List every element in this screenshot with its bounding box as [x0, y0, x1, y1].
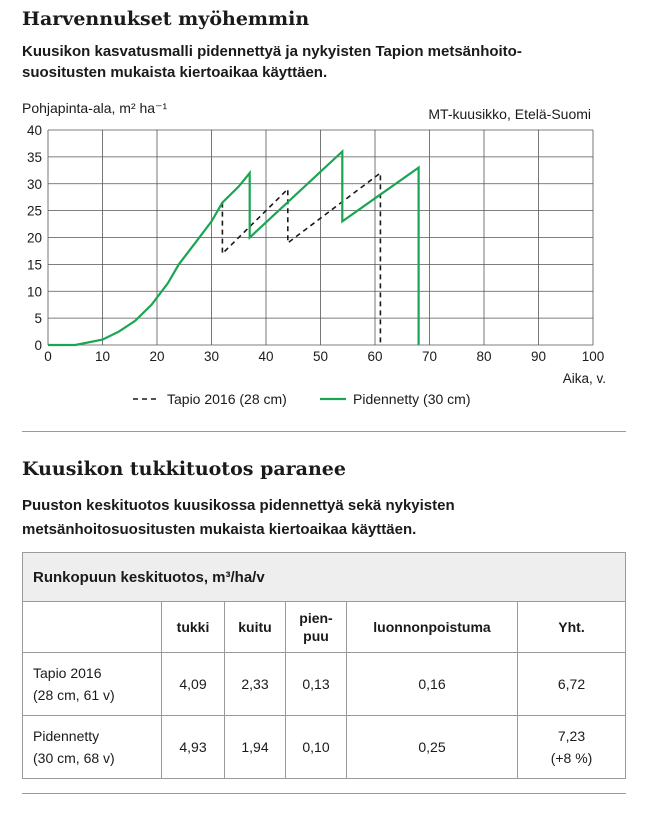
x-tick-label: 60 [367, 349, 383, 364]
col-header-kuitu: kuitu [225, 602, 286, 653]
col-header-pienpuu: pien- puu [286, 602, 347, 653]
chart-xticks [44, 349, 604, 364]
x-tick-label: 100 [581, 349, 605, 364]
cell-yht: 6,72 [518, 653, 626, 716]
x-tick-label: 80 [476, 349, 492, 364]
chart-legend [133, 391, 471, 407]
x-tick-label: 40 [258, 349, 274, 364]
x-tick-label: 10 [94, 349, 111, 364]
cell-kuitu: 1,94 [225, 716, 286, 779]
cell-yht: 7,23 (+8 %) [518, 716, 626, 779]
row-label-pidennetty: Pidennetty (30 cm, 68 v) [23, 716, 162, 779]
section1-title: Harvennukset myöhemmin [22, 8, 310, 30]
series-line-pidennetty [48, 152, 419, 346]
cell-kuitu: 2,33 [225, 653, 286, 716]
y-tick-label: 25 [26, 203, 42, 219]
col-header-empty [23, 602, 162, 653]
chart-yticks [27, 123, 42, 353]
x-tick-label: 90 [530, 349, 547, 364]
legend-label-tapio: Tapio 2016 (28 cm) [167, 391, 287, 407]
series-line-tapio [222, 173, 380, 345]
col-header-luonnonpoistuma: luonnonpoistuma [347, 602, 518, 653]
section1-subtitle: Kuusikon kasvatusmalli pidennettyä ja nykyisten Tapion metsänhoito- suositusten mukaista kiertoaikaa käyttäen. [22, 43, 522, 81]
x-tick-label: 50 [312, 349, 329, 364]
bottom-divider [22, 793, 626, 794]
chart-xlabel: Aika, v. [562, 371, 606, 386]
y-tick-label: 40 [26, 123, 42, 138]
cell-pienpuu: 0,10 [286, 716, 347, 779]
y-tick-label: 5 [34, 311, 42, 327]
cell-luonnonpoistuma: 0,16 [347, 653, 518, 716]
cell-tukki: 4,93 [162, 716, 225, 779]
col-header-tukki: tukki [162, 602, 225, 653]
chart-ylabel: Pohjapinta-ala, m² ha⁻¹ [22, 100, 168, 116]
row-label-tapio: Tapio 2016 (28 cm, 61 v) [23, 653, 162, 716]
table-row [23, 653, 626, 716]
y-tick-label: 0 [34, 338, 42, 353]
cell-luonnonpoistuma: 0,25 [347, 716, 518, 779]
table-title: Runkopuun keskituotos, m³/ha/v [23, 553, 626, 602]
y-tick-label: 30 [26, 176, 42, 192]
y-tick-label: 20 [26, 230, 42, 246]
yield-table [22, 552, 626, 779]
basal-area-chart [0, 95, 649, 415]
section2-title: Kuusikon tukkituotos paranee [22, 458, 346, 480]
x-tick-label: 0 [44, 349, 52, 364]
table-row [23, 716, 626, 779]
x-tick-label: 30 [203, 349, 220, 364]
chart-grid [48, 130, 593, 345]
y-tick-label: 35 [26, 149, 42, 165]
cell-pienpuu: 0,13 [286, 653, 347, 716]
chart-series [48, 152, 419, 346]
section-divider [22, 431, 626, 432]
x-tick-label: 70 [421, 349, 438, 364]
chart-source-note: MT-kuusikko, Etelä-Suomi [428, 106, 591, 122]
y-tick-label: 10 [26, 284, 42, 300]
cell-tukki: 4,09 [162, 653, 225, 716]
legend-label-pidennetty: Pidennetty (30 cm) [353, 391, 471, 407]
y-tick-label: 15 [26, 257, 42, 273]
x-tick-label: 20 [149, 349, 165, 364]
section2-subtitle: Puuston keskituotos kuusikossa pidennettyä sekä nykyisten metsänhoitosuositusten mukaista kiertoaikaa käyttäen. [22, 497, 455, 538]
col-header-yht: Yht. [518, 602, 626, 653]
